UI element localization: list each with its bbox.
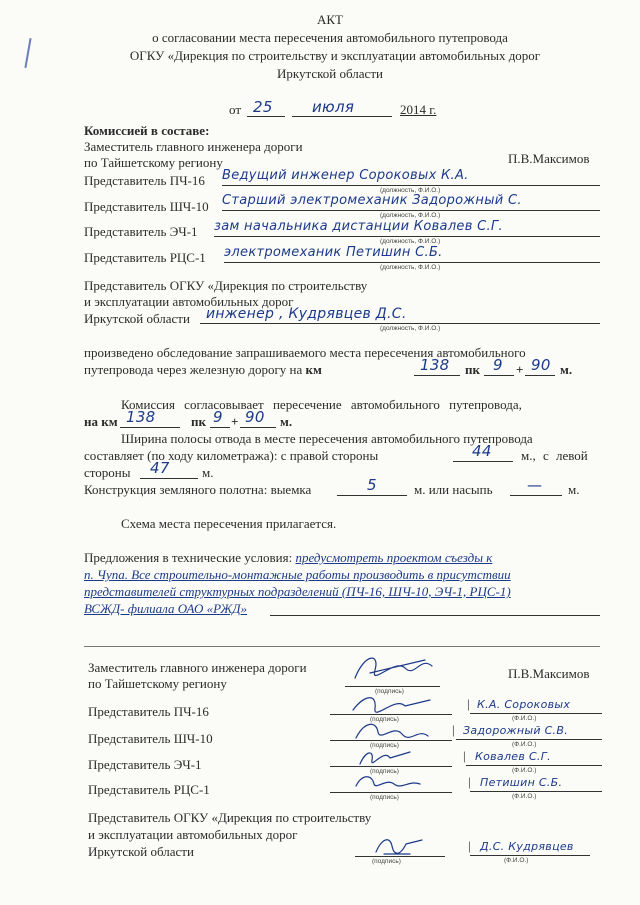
agreement-km-value: 138 bbox=[126, 408, 156, 426]
sig-name-shch10: Задорожный С.В. bbox=[463, 724, 568, 737]
member-label-ech1: Представитель ЭЧ-1 bbox=[84, 224, 198, 239]
date-year: 2014 г. bbox=[400, 102, 437, 117]
sign-caption-pch16: (подпись) bbox=[370, 716, 399, 723]
construction-fill-value: — bbox=[527, 476, 543, 494]
survey-unit: м. bbox=[560, 362, 573, 377]
member-caption-rcs1: (должность, Ф.И.О.) bbox=[380, 264, 441, 271]
proposals-line-4: ВСЖД- филиала ОАО «РЖД» bbox=[84, 601, 248, 616]
proposals-line-2: п. Чупа. Все строительно-монтажные работы производить в присутствии bbox=[84, 567, 511, 582]
sig-label-shch10: Представитель ШЧ-10 bbox=[88, 731, 213, 746]
sign-caption-ech1: (подпись) bbox=[370, 768, 399, 775]
member-handwritten-pch16: Ведущий инженер Сороковых К.А. bbox=[222, 168, 469, 183]
agreement-km-prefix: на км bbox=[84, 414, 118, 429]
sig-ogku-line-1: Представитель ОГКУ «Дирекция по строительству bbox=[88, 810, 372, 825]
ogku-caption: (должность, Ф.И.О.) bbox=[380, 325, 441, 332]
width-line-3-suffix: м. bbox=[202, 465, 214, 480]
document-title: АКТ bbox=[317, 12, 343, 27]
survey-plus-value: 90 bbox=[531, 356, 551, 374]
sign-caption-shch10: (подпись) bbox=[370, 742, 399, 749]
width-line-2-prefix: составляет (по ходу километража): с правой стороны bbox=[84, 448, 379, 463]
ogku-line-2: и эксплуатации автомобильных дорог bbox=[84, 294, 294, 309]
survey-plus: + bbox=[516, 362, 524, 377]
width-line-2-suffix: м., с левой bbox=[521, 448, 588, 463]
signature-rcs1 bbox=[350, 770, 425, 794]
member-label-shch10: Представитель ШЧ-10 bbox=[84, 199, 209, 214]
sign-caption-rcs1: (подпись) bbox=[370, 794, 399, 801]
agreement-plus: + bbox=[231, 414, 239, 429]
date-day: 25 bbox=[253, 98, 273, 116]
sig-name-rcs1: Петишин С.Б. bbox=[480, 776, 563, 789]
sig-ogku-line-3: Иркутской области bbox=[88, 844, 194, 859]
name-caption-rcs1: (Ф.И.О.) bbox=[512, 793, 537, 800]
agreement-pk-label: пк bbox=[191, 414, 206, 429]
construction-prefix: Конструкция земляного полотна: выемка bbox=[84, 482, 312, 497]
agreement-pk-value: 9 bbox=[213, 408, 223, 426]
construction-suffix: м. bbox=[568, 482, 580, 497]
ogku-line-1: Представитель ОГКУ «Дирекция по строительству bbox=[84, 278, 368, 293]
name-caption-shch10: (Ф.И.О.) bbox=[512, 741, 537, 748]
width-line-3-prefix: стороны bbox=[84, 465, 131, 480]
sig-chief-name: П.В.Максимов bbox=[508, 666, 590, 681]
sig-name-pch16: К.А. Сороковых bbox=[477, 698, 571, 711]
construction-cut-value: 5 bbox=[367, 476, 377, 494]
sig-label-pch16: Представитель ПЧ-16 bbox=[88, 704, 209, 719]
member-label-rcs1: Представитель РЦС-1 bbox=[84, 250, 206, 265]
width-line-1: Ширина полосы отвода в месте пересечения автомобильного путепровода bbox=[121, 431, 533, 446]
date-month: июля bbox=[312, 98, 355, 116]
sig-name-ech1: Ковалев С.Г. bbox=[475, 750, 551, 763]
survey-line-1: произведено обследование запрашиваемого места пересечения автомобильного bbox=[84, 345, 526, 360]
name-caption-ech1: (Ф.И.О.) bbox=[512, 767, 537, 774]
name-caption-ogku: (Ф.И.О.) bbox=[504, 857, 529, 864]
survey-km-value: 138 bbox=[420, 356, 450, 374]
commission-chief-line-2: по Тайшетскому региону bbox=[84, 155, 223, 170]
member-caption-ech1: (должность, Ф.И.О.) bbox=[380, 238, 441, 245]
title-line-2: ОГКУ «Дирекция по строительству и эксплуатации автомобильных дорог bbox=[129, 48, 541, 63]
member-caption-shch10: (должность, Ф.И.О.) bbox=[380, 212, 441, 219]
survey-line-2: путепровода через железную дорогу на км bbox=[84, 362, 322, 377]
member-handwritten-ech1: зам начальника дистанции Ковалев С.Г. bbox=[214, 219, 503, 234]
member-label-pch16: Представитель ПЧ-16 bbox=[84, 173, 205, 188]
sign-caption-ogku: (подпись) bbox=[372, 858, 401, 865]
proposals-line-3: представителей структурных подразделений (ПЧ-16, ШЧ-10, ЭЧ-1, РЦС-1) bbox=[84, 584, 511, 599]
commission-heading: Комиссией в составе: bbox=[84, 123, 210, 138]
sig-chief-line-2: по Тайшетскому региону bbox=[88, 676, 227, 691]
sig-chief-line-1: Заместитель главного инженера дороги bbox=[88, 660, 307, 675]
ogku-line-3: Иркутской области bbox=[84, 311, 190, 326]
title-line-1: о согласовании места пересечения автомобильного путепровода bbox=[152, 30, 508, 45]
title-line-3: Иркутской области bbox=[277, 66, 383, 81]
act-document: АКТ о согласовании места пересечения автомобильного путепровода ОГКУ «Дирекция по строительству и эксплуатации автомобильных дорог Иркутской области от 25 июля 2014 г. Комиссией в составе: Заместитель главного инженера дороги по Тайшетскому региону П.В.Максимов Представитель ПЧ-16 Ведущий инженер Сороковых К.А. (должность, Ф.И.О.) Представитель ШЧ-10 Старший электромеханик Задорожный С. (должность, Ф.И.О.) Представитель ЭЧ-1 зам начальника дистанции Ковалев С.Г. (должность, Ф.И.О.) Представитель РЦС-1 электромеханик Петишин С.Б. (должность, Ф.И.О.) Представитель ОГКУ «Дирекция по строительству и эксплуатации автомобильных дорог Иркутской области инженер , Кудрявцев Д.С. (должность, Ф.И.О.) произведено обследование запрашиваемого места пересечения автомобильного путепровода через железную дорогу на км 138 пк 9 + 90 м. Комиссия согласовывает пересечение автомобильного путепровода, на км 138 пк 9 + 90 м. Ширина полосы отвода в месте пересечения автомобильного путепровода составляет (по ходу километража): с правой стороны 44 м., с левой стороны 47 м. Конструкция земляного полотна: выемка 5 м. или насыпь — м. Схема места пересечения прилагается. Предложения в технические условия: предусмотреть проектом съезды к п. Чупа. Все строительно-монтажные работы производить в присутствии представителей структурных подразделений (ПЧ-16, ШЧ-10, ЭЧ-1, РЦС-1) ВСЖД- филиала ОАО «РЖД» Заместитель главного инженера дороги по Тайшетскому региону П.В.Максимов (подпись) Представитель ПЧ-16 (подпись) | К.А. Сороковых (Ф.И.О.) Представитель ШЧ-10 (подпись) | Задорожный С.В. (Ф.И.О.) Представитель ЭЧ-1 (подпись) | Ковалев С.Г. (Ф.И.О.) Представитель РЦС-1 (подпись) | Петишин С.Б. (Ф.И.О.) Представитель ОГКУ «Дирекция по строительству и эксплуатации автомобильных дорог Иркутской области (подпись) | Д.С. Кудрявцев (Ф.И.О.) bbox=[0, 0, 640, 905]
chief-sign-caption: (подпись) bbox=[375, 688, 404, 695]
sig-ogku-line-2: и эксплуатации автомобильных дорог bbox=[88, 827, 298, 842]
commission-chief-name: П.В.Максимов bbox=[508, 151, 590, 166]
agreement-line-1: Комиссия согласовывает пересечение автомобильного путепровода, bbox=[121, 397, 522, 412]
width-right-value: 44 bbox=[472, 442, 492, 460]
chief-signature bbox=[350, 648, 440, 688]
ogku-handwritten: инженер , Кудрявцев Д.С. bbox=[206, 306, 407, 322]
commission-chief-line-1: Заместитель главного инженера дороги bbox=[84, 139, 303, 154]
proposals-line-1: Предложения в технические условия: предусмотреть проектом съезды к bbox=[84, 550, 493, 565]
member-caption-pch16: (должность, Ф.И.О.) bbox=[380, 187, 441, 194]
scheme-note: Схема места пересечения прилагается. bbox=[121, 516, 337, 531]
survey-pk-value: 9 bbox=[493, 356, 503, 374]
name-caption-pch16: (Ф.И.О.) bbox=[512, 715, 537, 722]
member-handwritten-rcs1: электромеханик Петишин С.Б. bbox=[224, 245, 443, 260]
sig-name-ogku: Д.С. Кудрявцев bbox=[480, 840, 574, 853]
date-prefix: от bbox=[229, 102, 242, 117]
sig-label-rcs1: Представитель РЦС-1 bbox=[88, 782, 210, 797]
agreement-unit: м. bbox=[280, 414, 293, 429]
member-handwritten-shch10: Старший электромеханик Задорожный С. bbox=[222, 193, 522, 208]
survey-pk-label: пк bbox=[465, 362, 480, 377]
width-left-value: 47 bbox=[150, 459, 170, 477]
sig-label-ech1: Представитель ЭЧ-1 bbox=[88, 757, 202, 772]
agreement-plus-value: 90 bbox=[245, 408, 265, 426]
construction-mid: м. или насыпь bbox=[414, 482, 493, 497]
